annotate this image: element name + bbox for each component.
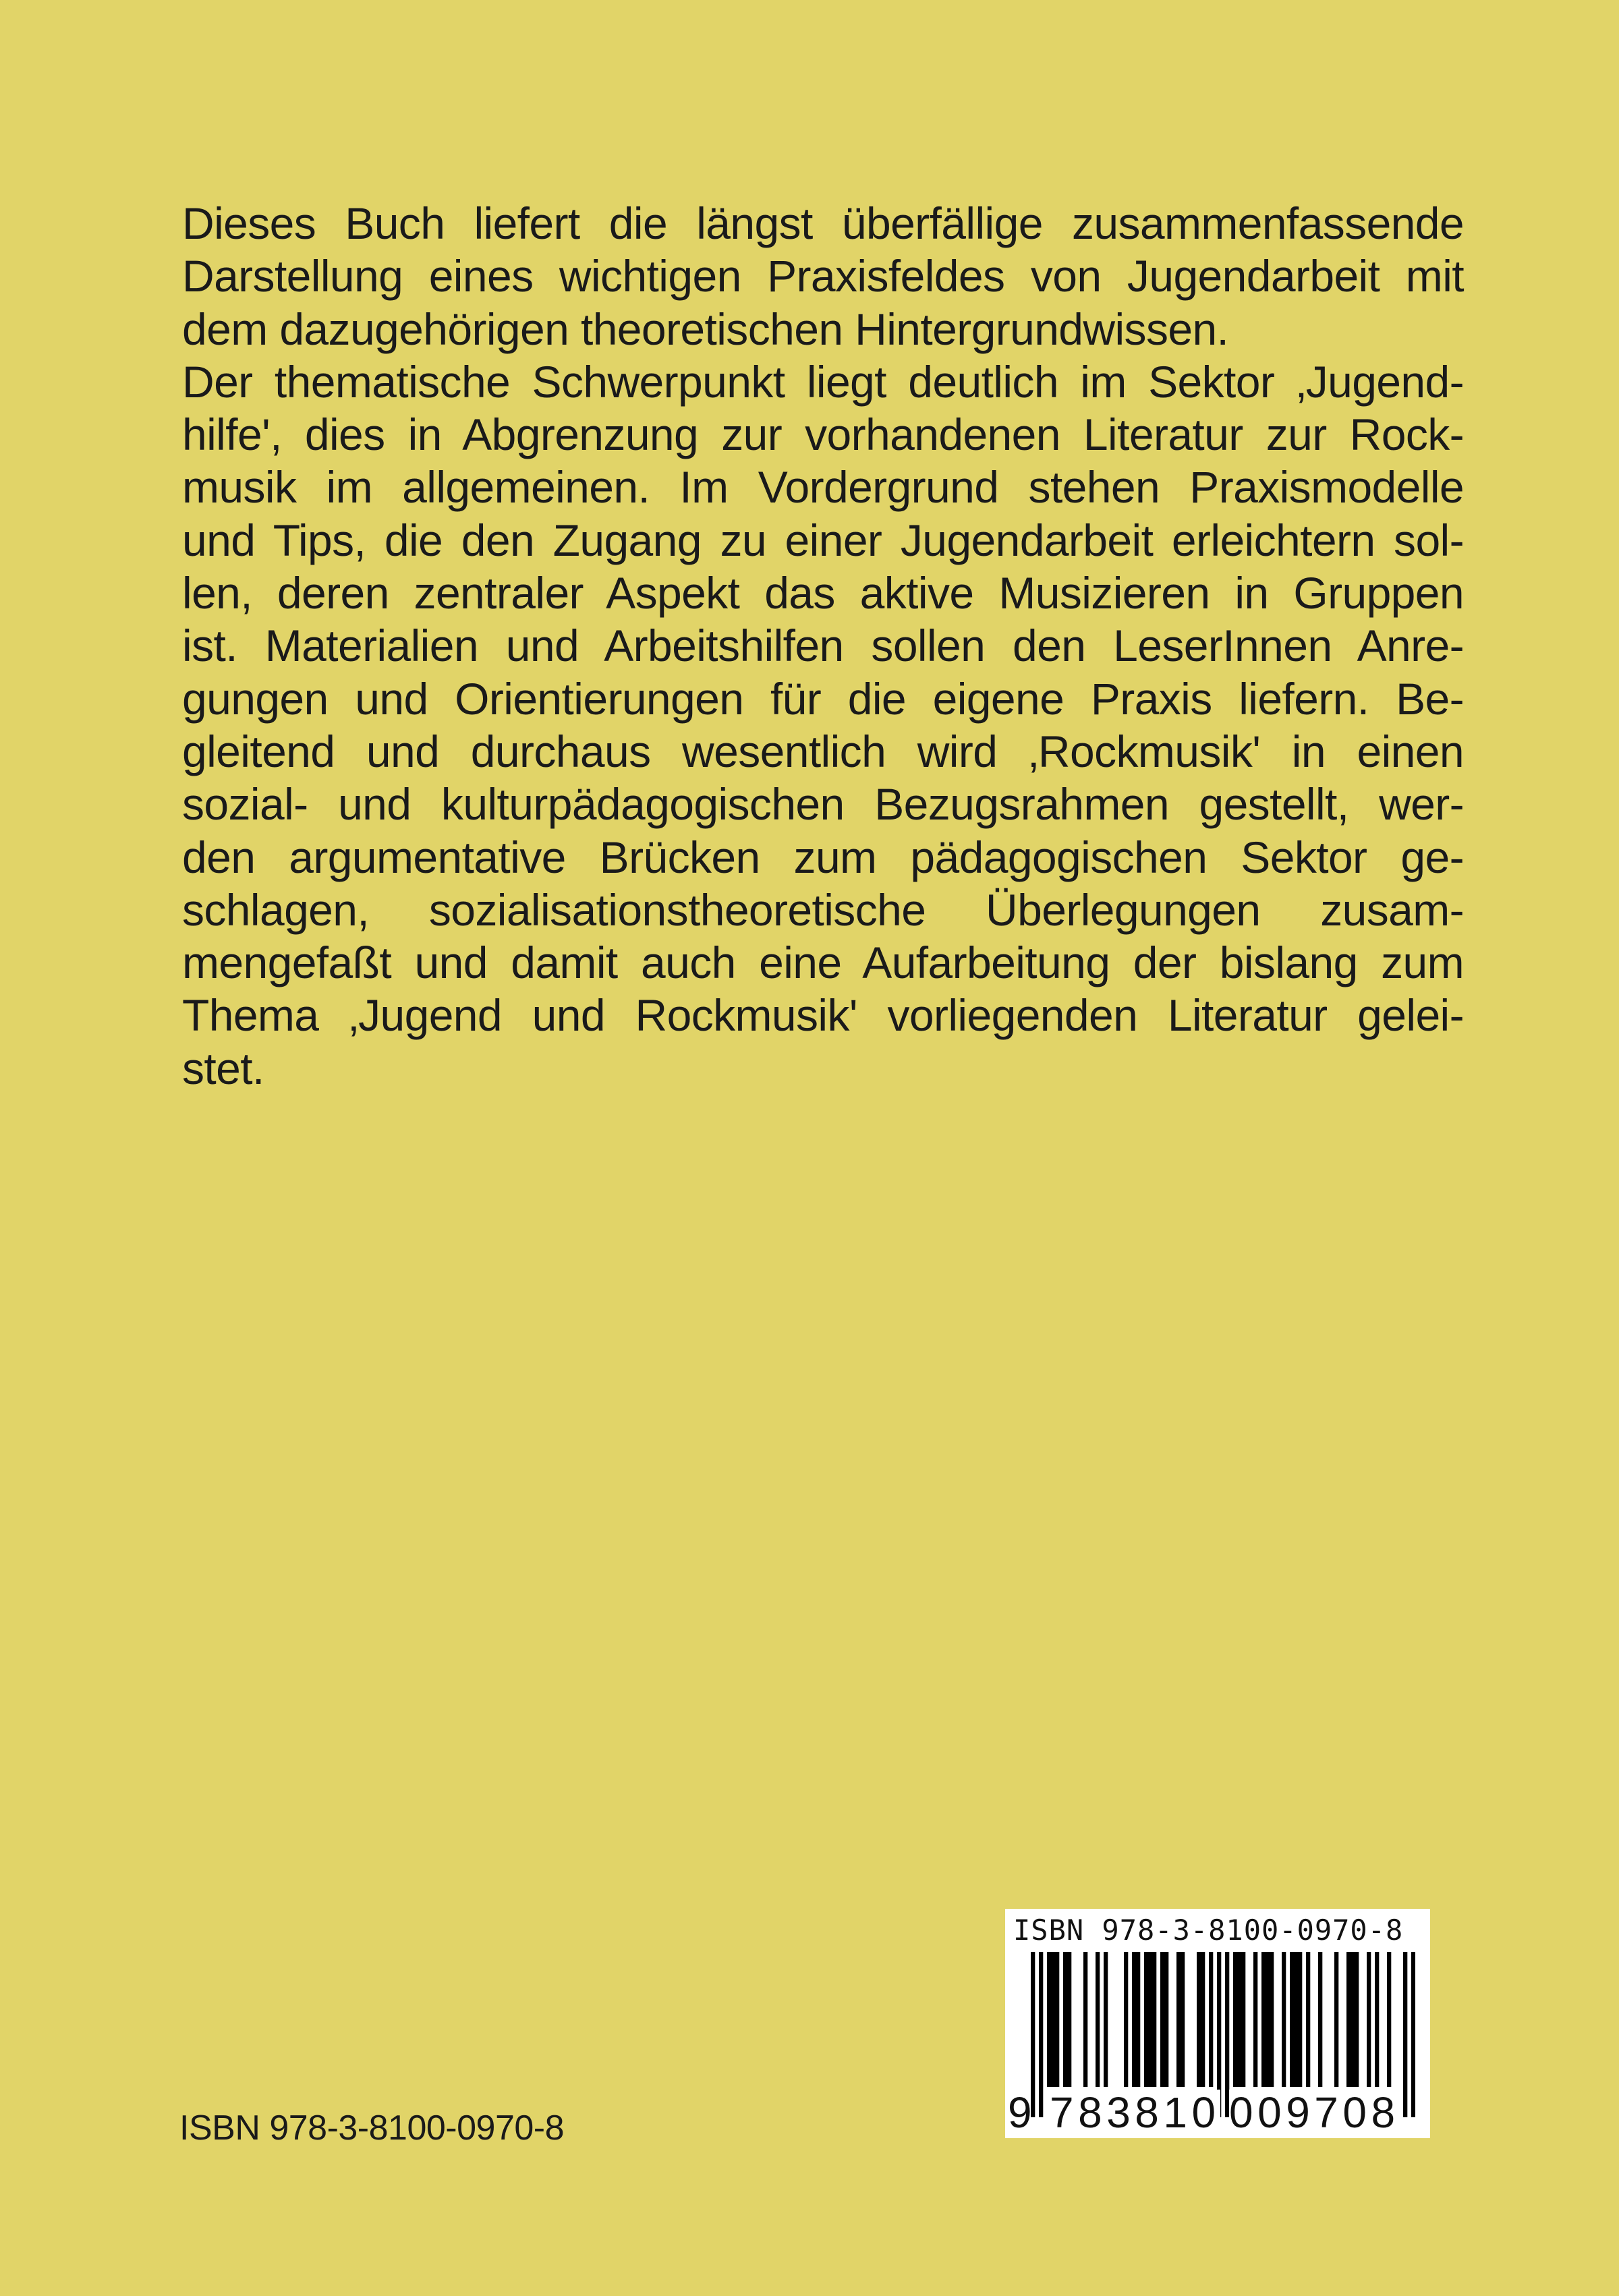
barcode-bar — [1197, 1952, 1201, 2087]
barcode-bar — [1346, 1952, 1351, 2087]
blurb-line: stet. — [182, 1043, 264, 1093]
blurb-line: len, deren zentraler Aspekt das aktive Musizieren in Gruppen — [182, 568, 1464, 619]
barcode-bar — [1152, 1952, 1156, 2087]
barcode-bar — [1351, 1952, 1355, 2087]
barcode-bar — [1148, 1952, 1152, 2087]
barcode-bar — [1104, 1952, 1108, 2087]
barcode-bar — [1266, 1952, 1270, 2087]
barcode-bar — [1261, 1952, 1266, 2087]
blurb-line: Der thematische Schwerpunkt liegt deutlich im Sektor ‚Jugend- — [182, 356, 1464, 407]
barcode-bar — [1367, 1952, 1371, 2087]
barcode-bar — [1387, 1952, 1391, 2087]
barcode-bar — [1403, 1952, 1407, 2117]
blurb-line: Darstellung eines wichtigen Praxisfeldes von Jugendarbeit mit — [182, 251, 1464, 302]
blurb-line: ist. Materialien und Arbeitshilfen sollen den LeserInnen Anre- — [182, 621, 1464, 671]
barcode-bar — [1051, 1952, 1055, 2087]
blurb-line: gleitend und durchaus wesentlich wird ‚Rockmusik' in einen — [182, 726, 1464, 776]
barcode-bar — [1039, 1952, 1043, 2117]
back-cover-blurb — [182, 197, 1464, 1095]
blurb-line: den argumentative Brücken zum pädagogischen Sektor ge- — [182, 832, 1464, 882]
barcode-bar — [1318, 1952, 1322, 2087]
barcode-bar — [1282, 1952, 1286, 2087]
isbn-barcode — [1005, 1909, 1430, 2138]
barcode-bar — [1253, 1952, 1257, 2087]
barcode-bar — [1375, 1952, 1379, 2087]
barcode-bar — [1063, 1952, 1067, 2087]
barcode-bar — [1067, 1952, 1071, 2087]
blurb-line: schlagen, sozialisationstheoretische Überlegungen zusam- — [182, 884, 1464, 935]
blurb-line: sozial- und kulturpädagogischen Bezugsrahmen gestellt, wer- — [182, 779, 1464, 830]
barcode-bar — [1164, 1952, 1168, 2087]
barcode-bar — [1334, 1952, 1338, 2087]
barcode-bar — [1306, 1952, 1310, 2087]
barcode-bar — [1290, 1952, 1294, 2087]
blurb-line: gungen und Orientierungen für die eigene Praxis liefern. Be- — [182, 673, 1464, 724]
barcode-bar — [1047, 1952, 1051, 2087]
barcode-bar — [1176, 1952, 1181, 2087]
blurb-line: und Tips, die den Zugang zu einer Jugendarbeit erleichtern sol- — [182, 515, 1464, 565]
barcode-bar — [1241, 1952, 1245, 2087]
barcode-bar — [1124, 1952, 1128, 2087]
barcode-left-digits: 783810 — [1050, 2088, 1220, 2137]
blurb-line: musik im allgemeinen. Im Vordergrund stehen Praxismodelle — [182, 462, 1464, 513]
barcode-bar — [1411, 1952, 1415, 2117]
blurb-line: hilfe', dies in Abgrenzung zur vorhandenen Literatur zur Rock- — [182, 409, 1464, 460]
barcode-bar — [1209, 1952, 1213, 2087]
barcode-bar — [1144, 1952, 1148, 2087]
barcode-bar — [1181, 1952, 1185, 2087]
barcode-bar — [1201, 1952, 1205, 2087]
barcode-bar — [1298, 1952, 1302, 2087]
barcode-bar — [1083, 1952, 1087, 2087]
blurb-line: mengefaßt und damit auch eine Aufarbeitung der bislang zum — [182, 938, 1464, 988]
barcode-bar — [1237, 1952, 1241, 2087]
barcode-isbn-text: ISBN 978-3-8100-0970-8 — [1013, 1914, 1404, 1947]
barcode-first-digit: 9 — [1008, 2088, 1032, 2137]
isbn-label: ISBN 978-3-8100-0970-8 — [179, 2108, 565, 2148]
blurb-line: Dieses Buch liefert die längst überfällige zusammenfassende — [182, 198, 1464, 248]
barcode-bar — [1136, 1952, 1140, 2087]
barcode-bar — [1160, 1952, 1164, 2087]
barcode-bar — [1233, 1952, 1237, 2087]
barcode-bar — [1355, 1952, 1359, 2087]
barcode-bar — [1055, 1952, 1059, 2087]
barcode-bar — [1270, 1952, 1274, 2087]
barcode-right-digits: 009708 — [1229, 2088, 1400, 2137]
barcode-bar — [1294, 1952, 1298, 2087]
barcode-bar — [1096, 1952, 1100, 2087]
blurb-line: dem dazugehörigen theoretischen Hintergrundwissen. — [182, 304, 1229, 354]
blurb-line: Thema ‚Jugend und Rockmusik' vorliegenden Literatur gelei- — [182, 990, 1464, 1041]
barcode-bar — [1132, 1952, 1136, 2087]
